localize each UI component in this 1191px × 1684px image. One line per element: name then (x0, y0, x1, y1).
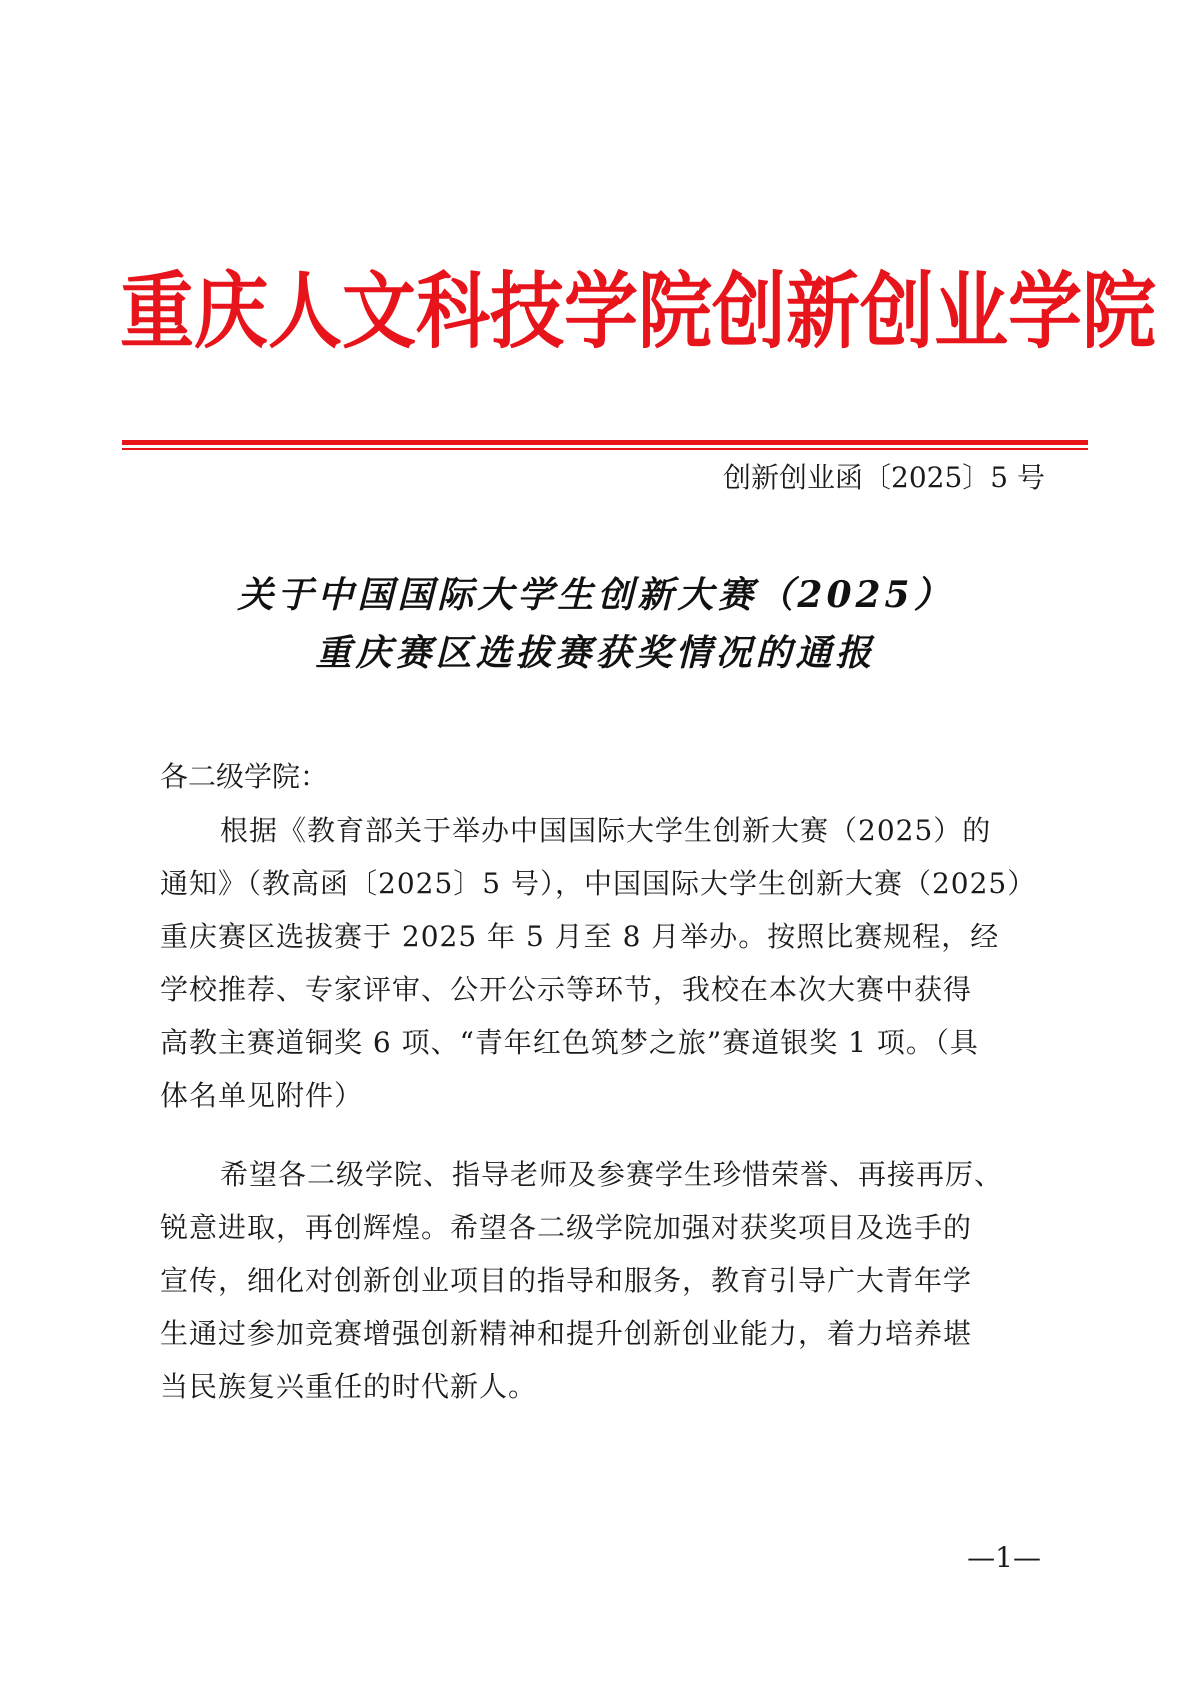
letterhead-rule-thick (122, 440, 1088, 445)
page-number: —1— (967, 1541, 1041, 1574)
paragraph-1-line-3: 重庆赛区选拔赛于 2025 年 5 月至 8 月举办。按照比赛规程，经 (160, 920, 1000, 953)
paragraph-2-line-5: 当民族复兴重任的时代新人。 (160, 1370, 538, 1403)
notice-title-line-1: 关于中国国际大学生创新大赛（2025） (237, 574, 954, 616)
salutation: 各二级学院： (160, 760, 329, 793)
paragraph-1-line-1: 根据《教育部关于举办中国国际大学生创新大赛（2025）的 (220, 814, 992, 847)
letterhead-rule-thin (122, 448, 1088, 450)
paragraph-1-line-4: 学校推荐、专家评审、公开公示等环节，我校在本次大赛中获得 (160, 973, 973, 1006)
paragraph-1-line-2: 通知》（教高函〔2025〕5 号），中国国际大学生创新大赛（2025） (160, 867, 1037, 900)
paragraph-2-line-1: 希望各二级学院、指导老师及参赛学生珍惜荣誉、再接再厉、 (220, 1158, 1004, 1191)
letterhead-title: 重庆人文科技学院创新创业学院 (120, 263, 1156, 361)
paragraph-2-line-2: 锐意进取，再创辉煌。希望各二级学院加强对获奖项目及选手的 (160, 1211, 973, 1244)
paragraph-1-line-6: 体名单见附件） (160, 1079, 364, 1112)
paragraph-2-line-3: 宣传，细化对创新创业项目的指导和服务，教育引导广大青年学 (160, 1264, 973, 1297)
document-number: 创新创业函〔2025〕5 号 (723, 461, 1045, 494)
paragraph-1-line-5: 高教主赛道铜奖 6 项、“青年红色筑梦之旅”赛道银奖 1 项。（具 (160, 1026, 979, 1059)
paragraph-2-line-4: 生通过参加竞赛增强创新精神和提升创新创业能力，着力培养堪 (160, 1317, 973, 1350)
notice-title-line-2: 重庆赛区选拔赛获奖情况的通报 (315, 632, 876, 674)
